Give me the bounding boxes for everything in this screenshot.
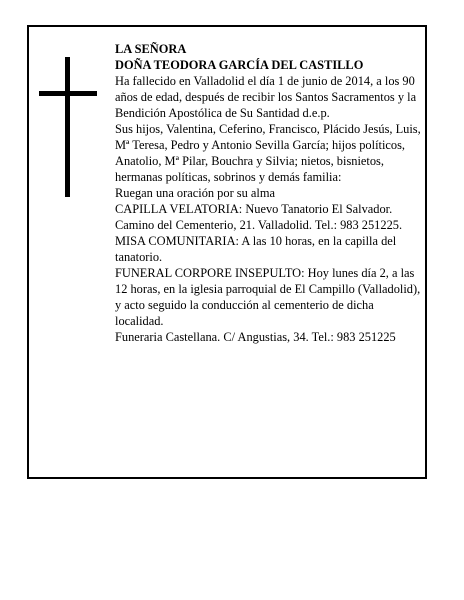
funeral-info: FUNERAL CORPORE INSEPULTO: Hoy lunes día 2, a las 12 horas, en la iglesia parroquial de El Campillo (Valladolid), y acto seguido la conducción al cementerio de dicha localidad. (115, 266, 421, 328)
death-announcement: Ha fallecido en Valladolid el día 1 de junio de 2014, a los 90 años de edad, después de recibir los Santos Sacramentos y la Bendición Apostólica de Su Santidad d.e.p. (115, 74, 417, 120)
prayer-request: Ruegan una oración por su alma (115, 186, 275, 200)
wake-chapel-info: CAPILLA VELATORIA: Nuevo Tanatorio El Salvador. Camino del Cementerio, 21. Valladolid. Tel.: 983 251225. (115, 202, 403, 232)
community-mass-info: MISA COMUNITARIA: A las 10 horas, en la capilla del tanatorio. (115, 234, 397, 264)
notice-heading-title: LA SEÑORA (115, 42, 187, 56)
notice-text (115, 41, 421, 345)
family-list: Sus hijos, Valentina, Ceferino, Francisco, Plácido Jesús, Luis, Mª Teresa, Pedro y Antonio Sevilla García; hijos políticos, Anatolio, Mª Pilar, Bouchra y Silvia; nietos, bisnietos, hermanas políticas, sobrinos y demás familia: (115, 122, 421, 184)
funeral-home-info: Funeraria Castellana. C/ Angustias, 34. Tel.: 983 251225 (115, 330, 396, 344)
latin-cross-icon (39, 57, 99, 197)
deceased-name: DOÑA TEODORA GARCÍA DEL CASTILLO (115, 58, 364, 72)
obituary-notice (27, 25, 427, 479)
